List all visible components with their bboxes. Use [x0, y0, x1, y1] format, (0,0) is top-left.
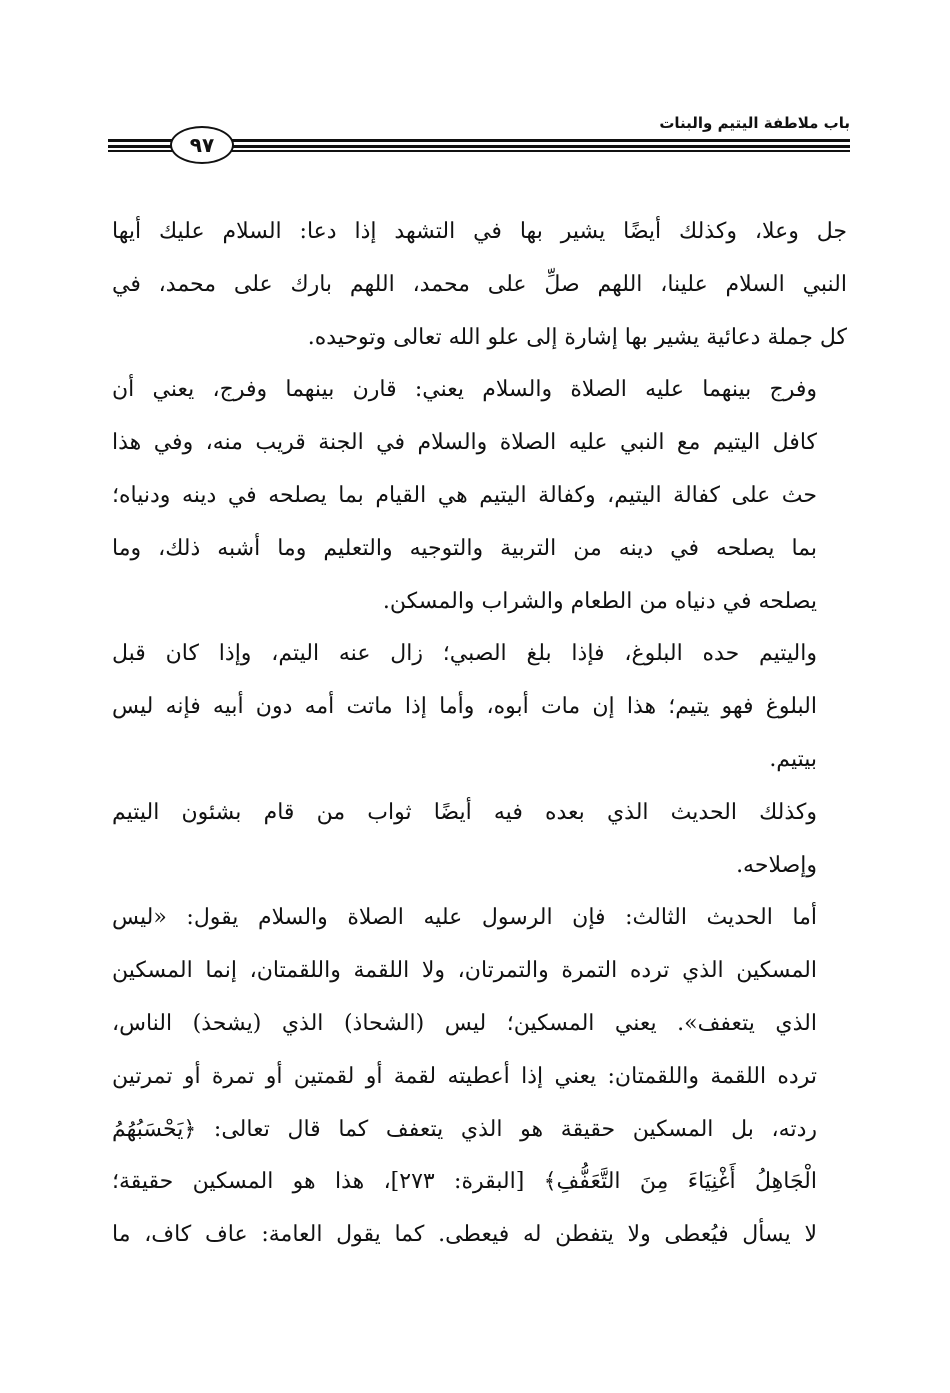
text-line: أما الحديث الثالث: فإن الرسول عليه الصلاة والسلام يقول: «ليس [112, 905, 817, 931]
paragraph [112, 364, 847, 628]
page-number: ٩٧ [170, 126, 234, 164]
chapter-title: باب ملاطفة اليتيم والبنات [659, 114, 850, 132]
paragraph [112, 787, 847, 893]
text-line: يصلحه في دنياه من الطعام والشراب والمسكن. [382, 588, 817, 614]
text-line: بيتيم. [769, 746, 817, 772]
text-line: كل جملة دعائية يشير بها إشارة إلى علو الله تعالى وتوحيده. [307, 324, 847, 350]
paragraph [112, 206, 847, 364]
text-line: الذي يتعفف». يعني المسكين؛ ليس (الشحاذ) الذي (يشحذ) الناس، [112, 1010, 817, 1036]
text-line: ترده اللقمة واللقمتان: يعني إذا أعطيته لقمة أو لقمتين أو تمرة أو تمرتين [112, 1063, 817, 1089]
text-line: وإصلاحه. [736, 852, 817, 878]
text-line: الْجَاهِلُ أَغْنِيَاءَ مِنَ التَّعَفُّفِ﴾ [البقرة: ٢٧٣]، هذا هو المسكين حقيقة؛ [112, 1169, 817, 1195]
text-line: وكذلك الحديث الذي بعده فيه أيضًا ثواب من قام بشئون اليتيم [112, 799, 817, 825]
text-line: واليتيم حده البلوغ، فإذا بلغ الصبي؛ زال عنه اليتم، وإذا كان قبل [112, 641, 817, 667]
text-line: البلوغ فهو يتيم؛ هذا إن مات أبوه، وأما إذا ماتت أمه دون أبيه فإنه ليس [112, 694, 817, 720]
text-line: حث على كفالة اليتيم، وكفالة اليتيم هي القيام بما يصلحه في دينه ودنياه؛ [112, 482, 817, 508]
text-line: لا يسأل فيُعطى ولا يتفطن له فيعطى. كما يقول العامة: عاف كاف، ما [112, 1222, 817, 1248]
text-line: بما يصلحه في دينه من التربية والتوجيه والتعليم وما أشبه ذلك، وما [112, 535, 817, 561]
paragraph [112, 892, 847, 1262]
text-line: المسكين الذي ترده التمرة والتمرتان، ولا اللقمة واللقمتان، إنما المسكين [112, 958, 817, 984]
text-line: ردته، بل المسكين حقيقة هو الذي يتعفف كما قال تعالى: ﴿يَحْسَبُهُمُ [112, 1116, 817, 1142]
body-text [112, 206, 847, 1262]
text-line: كافل اليتيم مع النبي عليه الصلاة والسلام في الجنة قريب منه، وفي هذا [112, 430, 817, 456]
text-line: النبي السلام علينا، اللهم صلِّ على محمد، اللهم بارك على محمد، في [112, 271, 847, 297]
text-line: وفرج بينهما عليه الصلاة والسلام يعني: قارن بينهما وفرج، يعني أن [112, 377, 817, 403]
text-line: جل وعلا، وكذلك أيضًا يشير بها في التشهد إذا دعا: السلام عليك أيها [112, 219, 847, 244]
paragraph [112, 628, 847, 786]
